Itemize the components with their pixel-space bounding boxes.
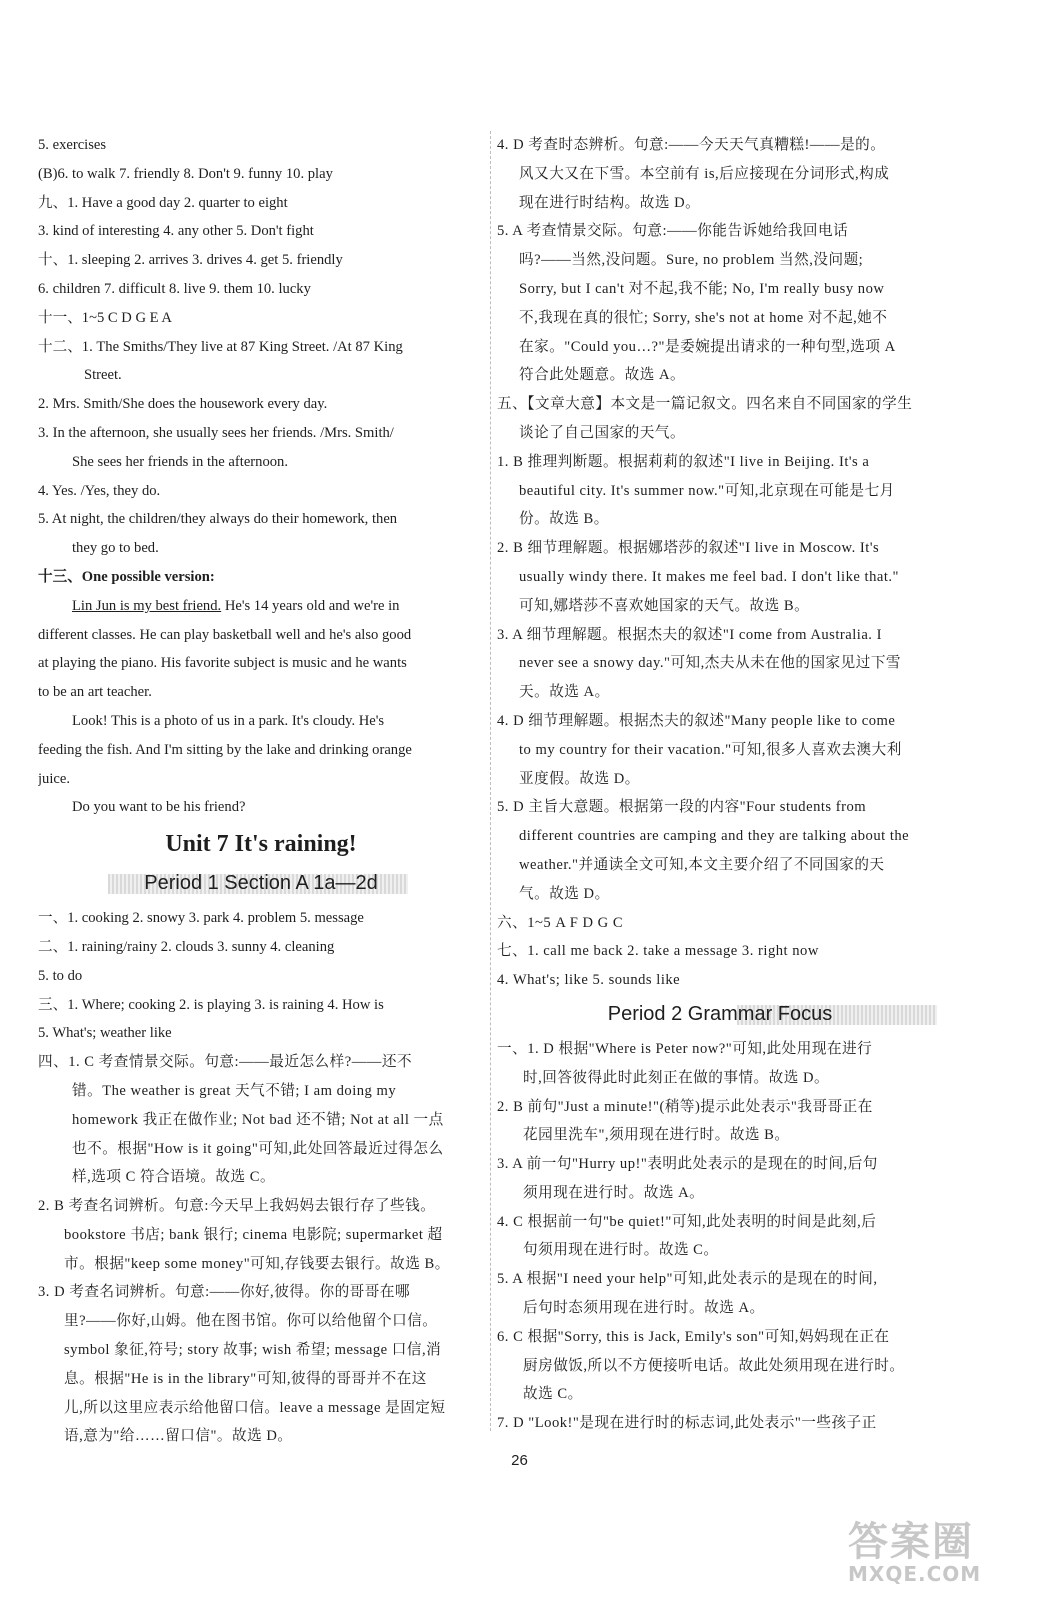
answer-line: 3. In the afternoon, she usually sees her friends. /Mrs. Smith/ bbox=[38, 424, 394, 441]
essay-line: feeding the fish. And I'm sitting by the lake and drinking orange bbox=[38, 741, 412, 758]
answer-line: 2. B 前句"Just a minute!"(稍等)提示此处表示"我哥哥正在 bbox=[497, 1098, 873, 1115]
answer-line: 故选 C。 bbox=[523, 1386, 583, 1403]
essay-line: different classes. He can play basketball well and he's also good bbox=[38, 626, 412, 643]
answer-line: 儿,所以这里应表示给他留口信。leave a message 是固定短 bbox=[64, 1399, 446, 1416]
period-heading-text: Period 1 Section A 1a—2d bbox=[144, 872, 378, 895]
answer-line: 2. B 考查名词辨析。句意:今天早上我妈妈去银行存了些钱。 bbox=[38, 1198, 436, 1215]
right-column bbox=[497, 131, 943, 1438]
answer-line: 花园里洗车",须用现在进行时。故选 B。 bbox=[523, 1127, 790, 1144]
answer-line: usually windy there. It makes me feel bad. I don't like that." bbox=[519, 568, 900, 585]
essay-underlined-sentence: Lin Jun is my best friend. bbox=[72, 597, 222, 614]
answer-line: 在家。"Could you…?"是委婉提出请求的一种句型,选项 A bbox=[519, 338, 896, 355]
answer-line: 样,选项 C 符合语境。故选 C。 bbox=[72, 1169, 276, 1186]
answer-line: 息。根据"He is in the library"可知,彼得的哥哥并不在这 bbox=[64, 1370, 427, 1387]
answer-line: 符合此处题意。故选 A。 bbox=[519, 367, 686, 384]
answer-line: (B)6. to walk 7. friendly 8. Don't 9. funny 10. play bbox=[38, 165, 333, 182]
answer-line: 可知,娜塔莎不喜欢她国家的天气。故选 B。 bbox=[519, 597, 810, 614]
answer-line: 不,我现在真的很忙; Sorry, she's not at home 对不起,她不 bbox=[519, 309, 888, 326]
answer-line: 吗?——当然,没问题。Sure, no problem 当然,没问题; bbox=[519, 252, 864, 269]
period-heading bbox=[497, 995, 943, 1033]
watermark-logo-text: 答案圈 bbox=[848, 1519, 974, 1565]
answer-line: 六、1~5 A F D G C bbox=[497, 914, 624, 931]
answer-line: 4. C 根据前一句"be quiet!"可知,此处表明的时间是此刻,后 bbox=[497, 1213, 877, 1230]
answer-line: 风又大又在下雪。本空前有 is,后应接现在分词形式,构成 bbox=[519, 165, 890, 182]
answer-line: bookstore 书店; bank 银行; cinema 电影院; supermarket 超 bbox=[64, 1226, 443, 1243]
answer-line: 十一、1~5 C D G E A bbox=[38, 309, 172, 326]
answer-line: 时,回答彼得此时此刻正在做的事情。故选 D。 bbox=[523, 1069, 830, 1086]
answer-line: 5. D 主旨大意题。根据第一段的内容"Four students from bbox=[497, 799, 867, 816]
answer-line: 4. D 细节理解题。根据杰夫的叙述"Many people like to come bbox=[497, 712, 896, 729]
answer-line: to my country for their vacation."可知,很多人喜欢去澳大利 bbox=[519, 741, 902, 758]
answer-line: 5. to do bbox=[38, 967, 83, 984]
answer-line: 须用现在进行时。故选 A。 bbox=[523, 1184, 705, 1201]
answer-line: 十二、1. The Smiths/They live at 87 King Street. /At 87 King bbox=[38, 338, 403, 355]
answer-line: 4. D 考查时态辨析。句意:——今天天气真糟糕!——是的。 bbox=[497, 137, 886, 153]
answer-line: 句须用现在进行时。故选 C。 bbox=[523, 1242, 719, 1259]
answer-line: 也不。根据"How is it going"可知,此处回答最近过得怎么 bbox=[72, 1140, 444, 1157]
period-heading-text: Period 2 Grammar Focus bbox=[607, 1002, 833, 1025]
answer-line: 4. Yes. /Yes, they do. bbox=[38, 482, 161, 499]
answer-line: 气。故选 D。 bbox=[519, 885, 610, 902]
answer-line: 1. B 推理判断题。根据莉莉的叙述"I live in Beijing. It's a bbox=[497, 453, 870, 470]
answer-line: 5. At night, the children/they always do their homework, then bbox=[38, 511, 398, 528]
answer-line: 错。The weather is great 天气不错; I am doing my bbox=[72, 1082, 397, 1099]
answer-line: never see a snowy day."可知,杰夫从未在他的国家见过下雪 bbox=[519, 655, 902, 672]
answer-line: 5. A 考查情景交际。句意:——你能告诉她给我回电话 bbox=[497, 223, 849, 240]
answer-line: 一、1. cooking 2. snowy 3. park 4. problem 5. message bbox=[38, 910, 364, 927]
watermark-logo bbox=[848, 1510, 1008, 1590]
answer-line: 谈论了自己国家的天气。 bbox=[519, 424, 686, 441]
answer-line: 市。根据"keep some money"可知,存钱要去银行。故选 B。 bbox=[64, 1255, 450, 1272]
answer-line: symbol 象征,符号; story 故事; wish 希望; message 口信,消 bbox=[64, 1342, 442, 1359]
answer-line: 后句时态须用现在进行时。故选 A。 bbox=[523, 1300, 765, 1317]
answer-line: 份。故选 B。 bbox=[519, 511, 609, 528]
answer-line: 3. A 细节理解题。根据杰夫的叙述"I come from Australia. I bbox=[497, 626, 882, 643]
answer-line: beautiful city. It's summer now."可知,北京现在可能是七月 bbox=[519, 482, 895, 499]
answer-line: She sees her friends in the afternoon. bbox=[72, 453, 288, 470]
watermark-url: MXQE.COM bbox=[848, 1562, 982, 1586]
answer-line: 7. D "Look!"是现在进行时的标志词,此处表示"一些孩子正 bbox=[497, 1415, 877, 1432]
unit-title: Unit 7 It's raining! bbox=[165, 831, 357, 858]
answer-line: they go to bed. bbox=[72, 540, 159, 557]
answer-line: weather."并通读全文可知,本文主要介绍了不同国家的天 bbox=[519, 856, 885, 873]
essay-line: to be an art teacher. bbox=[38, 684, 152, 701]
answer-line: 亚度假。故选 D。 bbox=[519, 770, 640, 787]
answer-line: 一、1. D 根据"Where is Peter now?"可知,此处用现在进行 bbox=[497, 1040, 873, 1057]
answer-line: 3. D 考查名词辨析。句意:——你好,彼得。你的哥哥在哪 bbox=[38, 1284, 411, 1301]
answer-line: 2. Mrs. Smith/She does the housework every day. bbox=[38, 396, 328, 413]
essay-line: juice. bbox=[38, 770, 71, 787]
answer-line: 2. B 细节理解题。根据娜塔莎的叙述"I live in Moscow. It's bbox=[497, 540, 880, 557]
essay-line-rest: He's 14 years old and we're in bbox=[221, 597, 400, 614]
answer-line: 语,意为"给……留口信"。故选 D。 bbox=[64, 1428, 293, 1445]
answer-line: 天。故选 A。 bbox=[519, 684, 610, 701]
answer-line: 三、1. Where; cooking 2. is playing 3. is raining 4. How is bbox=[38, 996, 384, 1013]
answer-line: 五、【文章大意】本文是一篇记叙文。四名来自不同国家的学生 bbox=[497, 396, 913, 413]
answer-line: 九、1. Have a good day 2. quarter to eight bbox=[38, 194, 288, 211]
page-number: 26 bbox=[511, 1452, 528, 1469]
period-heading bbox=[38, 864, 484, 902]
answer-line: Street. bbox=[84, 367, 122, 384]
essay-line: Look! This is a photo of us in a park. It's cloudy. He's bbox=[72, 712, 385, 729]
answer-line: different countries are camping and they are talking about the bbox=[519, 828, 910, 845]
answer-line: 七、1. call me back 2. take a message 3. right now bbox=[497, 943, 819, 960]
answer-line: 厨房做饭,所以不方便接听电话。故此处须用现在进行时。 bbox=[523, 1357, 905, 1374]
answer-line: 5. A 根据"I need your help"可知,此处表示的是现在的时间, bbox=[497, 1271, 878, 1288]
essay-line: Do you want to be his friend? bbox=[72, 799, 246, 816]
left-column bbox=[38, 131, 484, 1451]
answer-line: 5. exercises bbox=[38, 137, 107, 153]
column-divider bbox=[490, 131, 491, 1431]
answer-line: 4. What's; like 5. sounds like bbox=[497, 972, 681, 989]
answer-line: 十、1. sleeping 2. arrives 3. drives 4. get 5. friendly bbox=[38, 252, 343, 269]
essay-heading: 十三、One possible version: bbox=[38, 568, 215, 585]
essay-line bbox=[38, 592, 484, 621]
answer-line: homework 我正在做作业; Not bad 还不错; Not at all 一点 bbox=[72, 1111, 444, 1128]
answer-line: 6. C 根据"Sorry, this is Jack, Emily's son"可知,妈妈现在正在 bbox=[497, 1328, 890, 1345]
answer-line: 3. kind of interesting 4. any other 5. Don't fight bbox=[38, 223, 314, 240]
answer-line: 二、1. raining/rainy 2. clouds 3. sunny 4. cleaning bbox=[38, 938, 335, 955]
answer-line: Sorry, but I can't 对不起,我不能; No, I'm really busy now bbox=[519, 280, 885, 297]
answer-line: 3. A 前一句"Hurry up!"表明此处表示的是现在的时间,后句 bbox=[497, 1156, 878, 1173]
answer-line: 5. What's; weather like bbox=[38, 1025, 172, 1042]
essay-line: at playing the piano. His favorite subject is music and he wants bbox=[38, 655, 407, 672]
answer-line: 6. children 7. difficult 8. live 9. them 10. lucky bbox=[38, 280, 311, 297]
answer-line: 里?——你好,山姆。他在图书馆。你可以给他留个口信。 bbox=[64, 1313, 438, 1330]
answer-line: 四、1. C 考查情景交际。句意:——最近怎么样?——还不 bbox=[38, 1054, 413, 1071]
answer-line: 现在进行时结构。故选 D。 bbox=[519, 194, 701, 211]
